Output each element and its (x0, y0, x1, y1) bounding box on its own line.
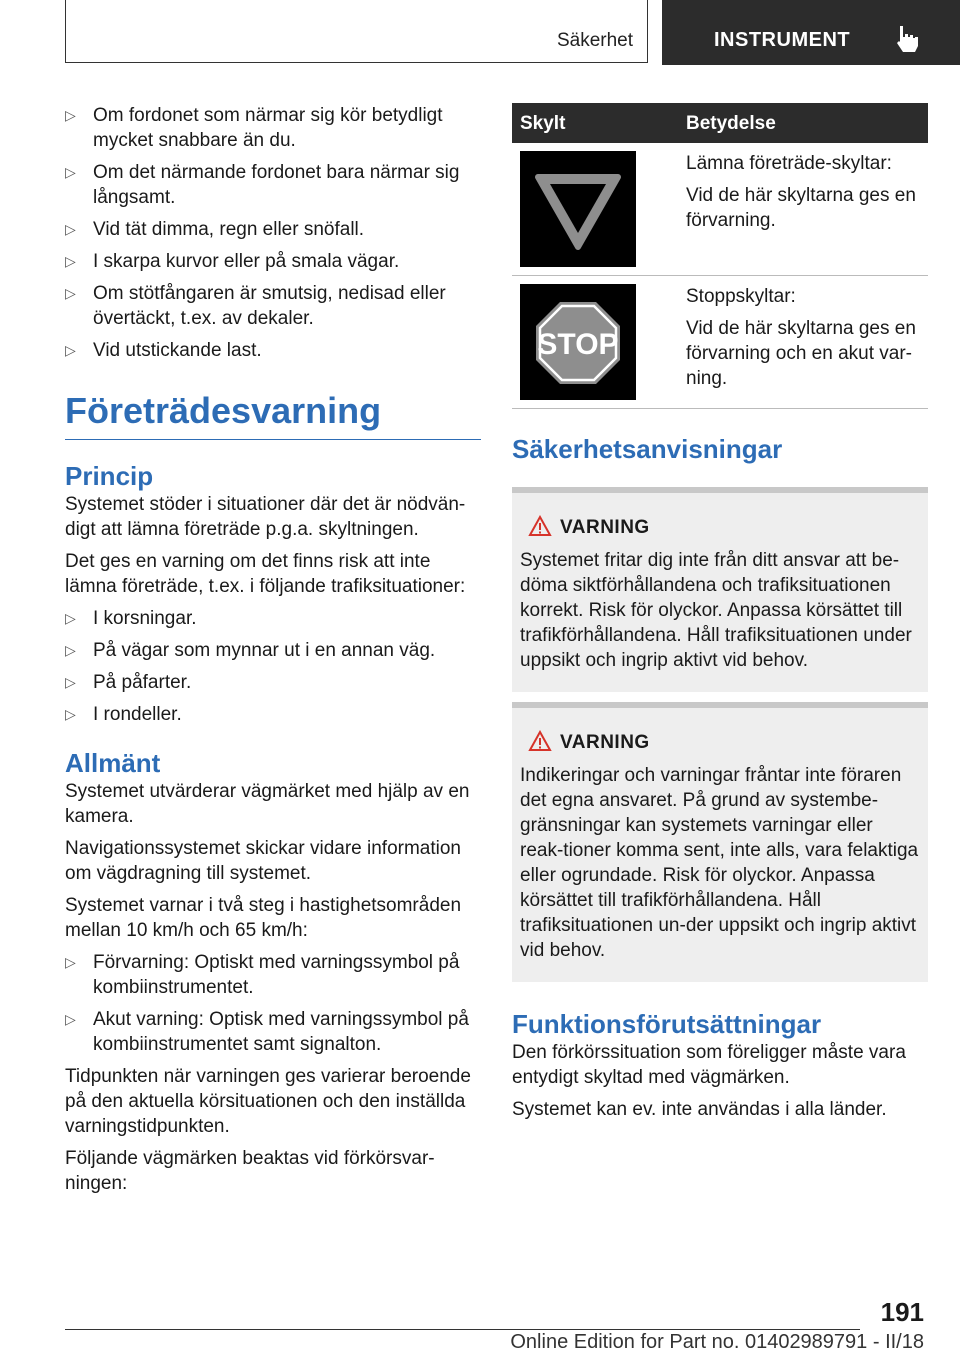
header-section-box (65, 0, 648, 63)
princip-bullet-list (65, 606, 481, 727)
right-column (512, 103, 928, 1129)
warning-title: VARNING (520, 515, 920, 540)
table-header-row (512, 103, 928, 143)
list-item: ▷ På påfarter. (65, 672, 192, 693)
warning-triangle-icon (528, 515, 552, 537)
yield-sign-icon (520, 151, 636, 267)
princip-paragraph-1: Systemet stöder i situationer där det är nödvän‐digt att lämna företräde p.g.a. skyltningen. (65, 494, 466, 540)
list-item: ▷ Om fordonet som närmar sig kör betydligt mycket snabbare än du. (65, 105, 443, 151)
princip-heading: Princip (65, 461, 154, 491)
table-header-meaning: Betydelse (678, 103, 928, 143)
allmant-paragraph-4: Tidpunkten när varningen ges varierar beroende på den aktuella körsituationen och den inställda varningstidpunkten. (65, 1066, 471, 1137)
list-item: ▷ I korsningar. (65, 608, 197, 629)
sign-table (512, 103, 928, 409)
list-item: ▷ Om det närmande fordonet bara närmar sig långsamt. (65, 162, 460, 208)
list-item: ▷ I skarpa kurvor eller på smala vägar. (65, 251, 400, 272)
sign-cell (512, 143, 678, 276)
triangle-bullet-icon: ▷ (65, 253, 76, 269)
triangle-bullet-icon: ▷ (65, 674, 76, 690)
warning-box (512, 702, 928, 982)
table-header-sign: Skylt (512, 103, 678, 143)
table-row (512, 276, 928, 409)
warning-triangle-icon (528, 730, 552, 752)
list-item: ▷ Vid tät dimma, regn eller snöfall. (65, 219, 365, 240)
header-chapter-box (662, 0, 960, 65)
list-item: ▷ Om stötfångaren är smutsig, nedisad eller övertäckt, t.ex. av dekaler. (65, 283, 446, 329)
allmant-heading: Allmänt (65, 748, 161, 778)
stop-sign-icon (520, 284, 636, 400)
warning-title: VARNING (520, 730, 920, 755)
page-header (0, 0, 960, 66)
allmant-bullet-list (65, 950, 481, 1057)
triangle-bullet-icon: ▷ (65, 954, 76, 970)
triangle-bullet-icon: ▷ (65, 164, 76, 180)
triangle-bullet-icon: ▷ (65, 610, 76, 626)
sign-cell (512, 276, 678, 409)
list-item: ▷ Förvarning: Optiskt med varningssymbol på kombiinstrumentet. (65, 952, 460, 998)
triangle-bullet-icon: ▷ (65, 107, 76, 123)
edition-footer: Online Edition for Part no. 01402989791 - II/18 (510, 1331, 924, 1353)
stop-sign-text: STOP (537, 328, 619, 361)
requirements-heading: Funktionsförutsättningar (512, 1009, 822, 1039)
list-item: ▷ Akut varning: Optisk med varningssymbol på kombiinstrumentet samt signalton. (65, 1009, 469, 1055)
left-column (65, 103, 481, 1203)
section-title: Företrädesvarning (65, 389, 481, 440)
list-item: ▷ Vid utstickande last. (65, 340, 262, 361)
requirements-paragraph-2: Systemet kan ev. inte användas i alla länder. (512, 1099, 887, 1120)
triangle-bullet-icon: ▷ (65, 285, 76, 301)
warning-text: Systemet fritar dig inte från ditt ansvar att be‐döma siktförhållandena och trafiksituationen korrekt. Risk för olyckor. Anpassa körsättet till trafikförhållandena. Håll trafiksituationen under uppsikt och ingrip aktivt vid behov. (520, 550, 912, 671)
meaning-cell: Stoppskyltar: Vid de här skyltarna ges en förvarning och en akut var‐ning. (678, 276, 928, 409)
triangle-bullet-icon: ▷ (65, 706, 76, 722)
warning-box (512, 487, 928, 692)
meaning-cell: Lämna företräde-skyltar: Vid de här skyltarna ges en förvarning. (678, 143, 928, 276)
list-item: ▷ På vägar som mynnar ut i en annan väg. (65, 640, 436, 661)
princip-paragraph-2: Det ges en varning om det finns risk att inte lämna företräde, t.ex. i följande trafiksituationer: (65, 551, 466, 597)
requirements-paragraph-1: Den förkörssituation som föreligger måste vara entydigt skyltad med vägmärken. (512, 1042, 906, 1088)
pointing-hand-icon (894, 24, 920, 54)
allmant-paragraph-2: Navigationssystemet skickar vidare information om vägdragning till systemet. (65, 838, 461, 884)
list-item: ▷ I rondeller. (65, 704, 182, 725)
allmant-paragraph-1: Systemet utvärderar vägmärket med hjälp av en kamera. (65, 781, 470, 827)
page-number: 191 (880, 1297, 924, 1327)
allmant-paragraph-5: Följande vägmärken beaktas vid förkörsvar‐ningen: (65, 1148, 435, 1194)
header-section-label: Säkerhet (556, 30, 633, 51)
triangle-bullet-icon: ▷ (65, 1011, 76, 1027)
triangle-bullet-icon: ▷ (65, 642, 76, 658)
header-chapter-label: INSTRUMENT (714, 29, 851, 51)
allmant-paragraph-3: Systemet varnar i två steg i hastighetsområden mellan 10 km/h och 65 km/h: (65, 895, 462, 941)
warning-text: Indikeringar och varningar fråntar inte föraren det egna ansvaret. På grund av systembe‐gränsningar kan systemets varningar eller reak‐tioner komma sent, inte alls, vara felaktiga eller ogrundade. Risk för olyckor. Anpassa körsättet till trafikförhållandena. Håll trafiksituationen un‐der uppsikt och ingrip aktivt vid behov. (520, 765, 919, 961)
table-row (512, 143, 928, 276)
safety-heading: Säkerhetsanvisningar (512, 434, 783, 464)
triangle-bullet-icon: ▷ (65, 342, 76, 358)
intro-bullet-list (65, 103, 481, 363)
triangle-bullet-icon: ▷ (65, 221, 76, 237)
